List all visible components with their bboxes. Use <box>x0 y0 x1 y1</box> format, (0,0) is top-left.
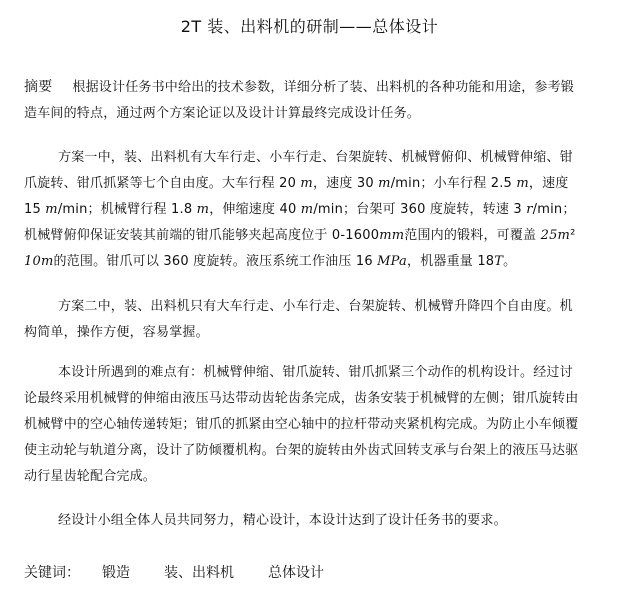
scheme-one-text: 。 <box>503 254 517 269</box>
unit-symbol: m <box>45 202 58 217</box>
scheme-one-text: /min；机械臂俯仰保证安装其前端的钳爪能够夹起高度位于 0-1600 <box>24 202 576 243</box>
unit-symbol: m <box>300 202 314 217</box>
keywords-label: 关键词： <box>24 565 80 581</box>
abstract-label: 摘要 <box>24 79 53 95</box>
keyword-item: 锻造 <box>102 565 130 581</box>
scheme-one-text: 范围内的锻料，可覆盖 <box>404 228 541 243</box>
unit-symbol: m <box>516 176 529 191</box>
unit-symbol: m <box>196 202 210 217</box>
abstract-text: 根据设计任务书中给出的技术参数，详细分析了装、出料机的各种功能和用途，参考锻造车间的特点，通过两个方案论证以及设计计算最终完成设计任务。 <box>24 80 575 121</box>
difficulty-text: 本设计所遇到的难点有：机械臂伸缩、钳爪旋转、钳爪抓紧三个动作的机构设计。经过讨论最终采用机械臂的伸缩由液压马达带动齿轮齿条完成，齿条安装于机械臂的左侧；钳爪旋转由机械臂中的空心轴传递转矩；钳爪的抓紧由空心轴中的拉杆带动夹紧机构完成。为防止小车倾覆使主动轮与轨道分离，设计了防倾覆机构。台架的旋转由外齿式回转支承与台架上的液压马达驱动行星齿轮配合完成。 <box>24 365 579 484</box>
scheme-one-text: ，速度 15 <box>24 176 569 217</box>
scheme-two-paragraph <box>24 294 584 346</box>
scheme-one-text: /min；台架可 360 度旋转，转速 3 <box>313 202 527 217</box>
conclusion-text: 经设计小组全体人员共同努力，精心设计，本设计达到了设计任务书的要求。 <box>58 513 507 528</box>
abstract-paragraph <box>24 74 584 127</box>
scheme-one-text: ² <box>570 228 576 243</box>
unit-symbol: mm <box>379 228 405 243</box>
keyword-item: 总体设计 <box>268 565 324 581</box>
scheme-one-paragraph <box>24 145 584 275</box>
scheme-one-text: 的范围。钳爪可以 360 度旋转。液压系统工作油压 16 <box>53 254 378 269</box>
scheme-two-text: 方案二中，装、出料机只有大车行走、小车行走、台架旋转、机械臂升降四个自由度。机构简单，操作方便，容易掌握。 <box>24 299 573 340</box>
conclusion-paragraph <box>24 508 584 534</box>
scheme-one-text: /min；机械臂行程 1.8 <box>57 202 197 217</box>
scheme-one-text: 方案一中，装、出料机有大车行走、小车行走、台架旋转、机械臂俯仰、机械臂伸缩、钳爪旋转、钳爪抓紧等七个自由度。大车行程 20 <box>24 150 573 191</box>
scheme-one-text: ，速度 30 <box>312 176 379 191</box>
keyword-item: 装、出料机 <box>164 565 234 581</box>
unit-symbol: m <box>378 176 391 191</box>
unit-symbol: T <box>494 254 504 269</box>
scheme-one-text: ，机器重量 18 <box>407 254 495 269</box>
area-value: 25m <box>540 228 571 243</box>
length-value: 10m <box>24 254 54 269</box>
keywords-line <box>24 562 358 582</box>
difficulty-paragraph <box>24 360 584 490</box>
unit-symbol: MPa <box>377 254 407 269</box>
unit-symbol: r <box>526 202 533 217</box>
scheme-one-text: /min；小车行程 2.5 <box>390 176 517 191</box>
document-title: 2T 装、出料机的研制——总体设计 <box>180 17 439 36</box>
unit-symbol: m <box>300 176 313 191</box>
scheme-one-text: ，伸缩速度 40 <box>209 202 301 217</box>
